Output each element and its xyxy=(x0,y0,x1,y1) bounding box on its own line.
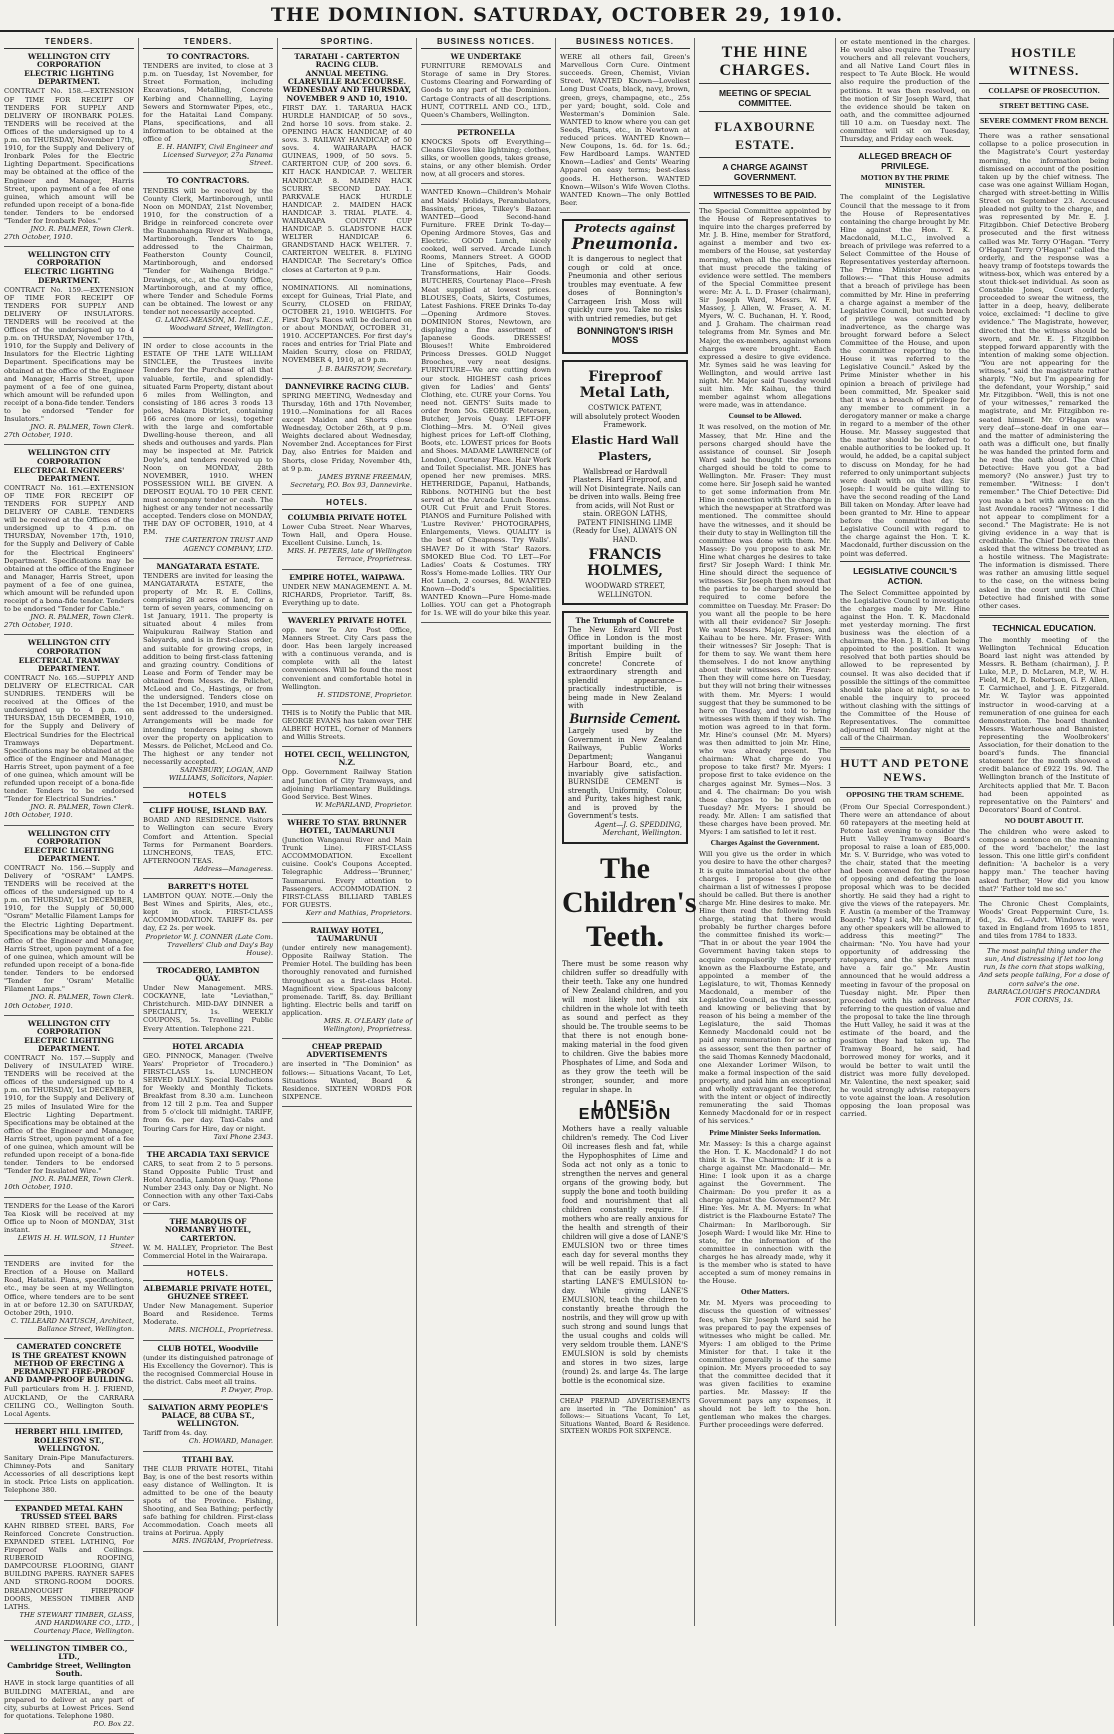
notice-subheading: ELECTRIC LIGHTING DEPARTMENT. xyxy=(24,845,114,863)
hotel-details: (Junction Wanganui River and Main Trunk Line). FIRST-CLASS ACCOMMODATION. Excellent cuisine. Cook's Coupons Accepted. Telegraphic Address—'Brunner,' Taumarunui. Every attention to Passengers. ACCOMMODATION. 2 FIRST-CLASS BILLIARD TABLES FOR GUESTS. xyxy=(282,836,412,909)
headline-2: TECHNICAL EDUCATION. xyxy=(992,622,1096,633)
ad-address: WOODWARD STREET, WELLINGTON. xyxy=(584,582,666,599)
notice-block xyxy=(4,1343,134,1418)
ad-brand: FRANCIS HOLMES, xyxy=(587,547,663,580)
notice-body: WANTED Known—Children's Mohair and Maids' Holidays, Perambulators, Bassinets, prices, Tilkey's Bazaar. WANTED—Good Second-hand Furniture. FREE Drink To-day—Opening Ardmore Stoves, Gas and Electric. GOOD Lunch, nicely cooked, well served. Arcade Lunch Rooms, Manners Street. A GOOD Line of Spitches, Pads, and Transformations, Hair Goods. BUTCHERS, Courtenay Place—Fresh Meat supplied at lowest prices. BLOUSES, Coats, Skirts, Costumes, Latest Fashions. FREE Drinks To-day—Opening Ardmore Stoves. DOMINION Stores, Newtown, are displaying a fine assortment of Japanese Goods. DRESSES! Blouses!! White Embroidered Princess Dresses. GOLD Nugget Brooches, very neat designs. FURNITURE—We are cutting down our stock. HIGHEST cash prices given for Ladies' and Gents' Clothing, etc. CURE your Corns. You need not. GENTS' Suits made to order from 50s. GEORGE Petersen, Butcher, Jervois Quay. LEFT-OFF Clothing—Mrs. M. O'Neil gives highest prices for Left-off Clothing, Boots, etc. LOWEST prices for Boots and Shoes. MADAME LAWRENCE (of London), Courtenay Place. Hair Work and Toilet Specialist. MR. JONES has opened her new premises. MRS. HETHERIDGE, Papanui, Hatbands, Ribbons. NOTHING but the best served at the Arcade Lunch Rooms. OUR Cut Fruit and Fruit Stores. PIANOS and Furniture Polished with 'Lustre Reviver.' PHOTOGRAPHS, Enlargements, Views. QUALITY is the best of Cheapness. Try Walls'. SHAVE? Do it with 'Star' Razors. SMOKED Blue Cod. TO LET—For Ladies' Coats & Costumes. TRY Ross's Home-made Lollies. TRY Our Hot Lunch, 2 courses, 8d. WANTED Known—Dodd's Specialities. WANTED Known—Pure Home-made Lollies. YOU can get a Photograph for 1s. WE will do your bike this year. xyxy=(421,188,551,618)
notice-body: TENDERS will be received by the County Clerk, Martinborough, until Noon on MONDAY, 21st November, 1910, for the construction of a Bridge in reinforced concrete over the Ruamahanga River at Waihenga, Martinborough. Tenders to be addressed to the Chairman, Featherston County Council, Martinborough, and endorsed "Tender for Waihenga Bridge." Drawings, etc., at the County Office, Martinborough, and at my office, where Tender and Schedule Forms can be obtained. The lowest or any tender not necessarily accepted. xyxy=(143,186,273,316)
notice-body: TENDERS for the Lease of the Karori Tea Kiosk will be received at my Office up to Noon of MONDAY, 31st instant. xyxy=(4,1201,134,1234)
notice-body: Full particulars from H. J. FRIEND, AUCKLAND, Or the CARRARA CEILING CO., Wellington South. Local Agents. xyxy=(4,1385,134,1418)
article-body: The Special Committee appointed by the House of Representatives to inquire into the charges preferred by Mr. J. B. Hine, member for Stratford, against a member and two ex-members of the House, sat yesterday morning, when all the preliminaries that must precede the taking of evidence were settled. The members of the Special Committee present were: Mr. A. L. D. Fraser (chairman), Sir Joseph Ward, Messrs. W. F. Massey, J. Allen, W. Fraser, A. M. Myers, W. C. Buchanan, H. Y. Rood, and J. Graham. The chairman read telegrams from Mr. Symes and Mr. Major, the ex-members, against whom charges were brought. Each expressed a desire to give evidence. Mr. Symes said he was leaving for Wellington, and would arrive last night. Mr. Major said Tuesday would suit him. Mr. Kaihau, the third member against whom allegations were made, was in attendance. xyxy=(699,207,831,410)
hotel-details: GEO. PINNOCK, Manager. (Twelve Years' Proprietor of Trocadero.) FIRST-CLASS 1s. LUNCHEON SERVED DAILY. Special Reductions for Weekly and Monthly Tickets. Breakfast from 8.30 a.m. Luncheon from 12 till 2 p.m. Tea and Supper from 5 o'clock till midnight. TARIFF, from 6s. per day. Taxi-Cabs and Touring Cars for Hire, day or night. xyxy=(143,1051,273,1133)
notice-signature: LEWIS H. H. WILSON, 11 Hunter Street. xyxy=(17,1233,134,1251)
notice-block xyxy=(143,1456,273,1546)
notice-block xyxy=(143,53,273,167)
column-business-1 xyxy=(417,38,556,1626)
section-head: Counsel to be Allowed. xyxy=(728,411,802,421)
hotel-proprietor: MRS. R. O'LEARY (late of Wellington), Proprietress. xyxy=(323,1017,412,1034)
hotel-details: THIS is to Notify the Public that MR. GEORGE EVANS has taken over THE ALBERT HOTEL, Corner of Manners and Willis Streets. xyxy=(282,708,412,742)
notice-signature: J. B. BAIRSTOW, Secretary. xyxy=(318,364,412,373)
article-body: The children who were asked to compose a sentence on the meaning of the word 'bachelor,' the last lesson. This one little girl's confident definition: 'A bachelor is a very happy man.' The teacher having asked further, 'How did you know that?' 'Father told me so.' xyxy=(979,827,1109,893)
subheadline-2: A CHARGE AGAINST GOVERNMENT. xyxy=(722,162,808,182)
hotel-name: CLUB HOTEL, Woodville xyxy=(157,1343,259,1353)
advert-corns: The most painful thing under the sun, And distressing if let too long run, Is the corn that stops walking, And sets people talking, For a dose of corn salve's the one. BARRACLOUGH'S PROCANDRA FOR CORNS, 1s. xyxy=(979,947,1109,1004)
notice-subheading: ELECTRICAL TRAMWAY DEPARTMENT. xyxy=(18,655,120,673)
column-header: BUSINESS NOTICES. xyxy=(560,38,690,49)
headline: THE HINE CHARGES. xyxy=(719,44,811,79)
notice-date: 10th October, 1910. xyxy=(4,1183,73,1192)
ad-body-2: Mothers have a really valuable children's remedy. The Cod Liver Oil increases flesh and fat, while the Hypophosphites of Lime and Soda act not only as a tonic to strengthen the nerves and general organs of the growing body, but supply the bone and tooth building food and nourishment that all children constantly require. If mothers who are really anxious for the health and strength of their children will give a dose of LANE'S EMULSION two or three times each day for several months they will be well repaid. This is a fact that can be easily proven by starting LANE'S EMULSION to-day. While giving LANE'S EMULSION, teach the children to constantly breathe through the nostrils, and they will grow up with such strong and sound lungs that the usual coughs and colds will very seldom trouble them. LANE'S EMULSION is sold by chemists and stores in two sizes, large (round) 2s. and large 4s. The large bottle is the economical size. xyxy=(562,1125,688,1386)
article-body: Mr. Massey: Is this a charge against the Hon. T. K. Macdonald? I do not think it is. The Chairman: If it is a charge against Mr. Macdonald— Mr. Hine: I look upon it as a charge against the Government. The Chairman: Do you prefer it as a charge against the Government? Mr. Hine: Yes. Mr. A. M. Myers: In what district is the Flaxbourne Estate? The Chairman: In Marlborough. Sir Joseph Ward: I would like Mr. Hine to state, for the information of the committee in connection with the charges he has already made, why it is the member who is stated to have accepted a sum of money remains in the House. xyxy=(699,1139,831,1286)
notice-body: KNOCKS Spots off Everything—Cleans Gloves like lightning; clothes, silks, or woollen goods, takes grease, stains, or any other blemish. Order now, at all grocers and stores. xyxy=(421,137,551,179)
subheadline: MOTION BY THE PRIME MINISTER. xyxy=(860,173,950,191)
notice-heading: WE UNDERTAKE xyxy=(450,52,522,62)
notice-body: FURNITURE REMOVALS and Storage of same in Dry Stores. Customs Clearing and Forwarding of Goods to any part of the Dominion. Cartage Contracts of all descriptions. HUNT, COTTRELL AND CO., LTD., Queen's Chambers, Wellington. xyxy=(421,62,551,119)
hotel-details: Under New Management. MRS. COCKAYNE, late "Leviathan," Christchurch. MID-DAY DINNER a SPECIALITY, 1s. WEEKLY COUPONS, 5s. Travelling Public Every Attention. Telephone 221. xyxy=(143,984,273,1033)
hotels-header-2: HOTELS. xyxy=(143,1270,273,1281)
subheadline: MEETING OF SPECIAL COMMITTEE. xyxy=(718,88,812,108)
notice-block xyxy=(421,188,551,617)
paper-name: THE DOMINION. xyxy=(270,4,466,26)
business-list xyxy=(560,53,690,213)
column-tenders-1 xyxy=(0,37,139,1728)
notice-block xyxy=(4,1260,134,1333)
notice-subheading: Cambridge Street, Wellington South. xyxy=(7,1661,131,1679)
ad-brand: BONNINGTON'S IRISH MOSS xyxy=(577,326,673,345)
ad-brand: LANE'S EMULSION xyxy=(578,1097,672,1123)
notice-block xyxy=(143,1151,273,1209)
column-sporting xyxy=(278,38,417,1626)
hotel-name: TITAHI BAY. xyxy=(182,1454,234,1464)
notice-heading: DANNEVIRKE RACING CLUB. xyxy=(284,381,410,391)
subheadline: COLLAPSE OF PROSECUTION. xyxy=(988,86,1100,95)
headline-3: HUTT AND PETONE NEWS. xyxy=(840,756,970,785)
notice-heading: WELLINGTON TIMBER CO., LTD., xyxy=(10,1644,128,1662)
notice-date: 27th October, 1910. xyxy=(4,431,73,440)
headline-2: FLAXBOURNE ESTATE. xyxy=(714,119,816,152)
notice-block xyxy=(143,1285,273,1335)
notice-body: CONTRACT No. 159.—EXTENSION OF TIME FOR RECEIPT OF TENDERS FOR SUPPLY AND DELIVERY OF INSULATORS. TENDERS will be received at the Offices of the undersigned up to 4 p.m. on THURSDAY, November 17th, 1910, for the Supply and Delivery of Insulators for the Electric Lighting Department. Specifications may be obtained at the office of the Engineer and Manager, Harris Street, upon payment of a fee of one guinea, which amount will be refunded upon receipt of a bona-fide tender. Tenders to be endorsed "Tender for Insulators." xyxy=(4,285,134,424)
notice-block xyxy=(421,53,551,119)
hotel-list xyxy=(143,807,273,1266)
notice-block xyxy=(560,53,690,207)
notice-body: SPRING MEETING, Wednesday and Thursday, 16th and 17th November, 1910.—Nominations for all Races except Maiden and Shorts close Wednesday, October 26th, at 9 p.m. Weights declared about Wednesday, November 2nd. Acceptances for First Day, also Entries for Maiden and Shorts, close Friday, November 4th, at 9 p.m. xyxy=(282,391,412,473)
ad-body-2: Largely used by the Government in New Zealand Railways, Public Works Department; Wanganui Harbour Board, etc., and invariably give satisfaction. BURNSIDE CEMENT is strength, Uniformity, Colour, and Purity, takes highest rank, and is proved by the Government's tests. xyxy=(568,727,682,821)
hotel-list-2 xyxy=(143,1285,273,1552)
hotel-proprietor: Kerr and Mathias, Proprietors. xyxy=(305,908,412,917)
tender-list xyxy=(4,53,134,1734)
notice-block xyxy=(282,284,412,373)
notice-heading: PETRONELLA xyxy=(457,127,515,137)
notice-date: 10th October, 1910. xyxy=(4,1001,73,1010)
notice-body: TENDERS are invited for the Erection of a House on Mallard Road, Hataitai. Plans, specifications, etc., may be seen at my Wellington Office, where tenders are to be sent in at or before 12.30 on SATURDAY, October 29th, 1910. xyxy=(4,1260,134,1317)
notice-signature: JNO. R. PALMER, Town Clerk. xyxy=(30,423,134,432)
hotel-name: HOTEL CECIL, WELLINGTON, N.Z. xyxy=(284,750,410,768)
column-hine-charges xyxy=(695,38,836,1626)
hotel-proprietor: Proprietor W. J. CONNER (Late Com. Travellers' Club and Day's Bay House). xyxy=(145,932,273,957)
notice-block xyxy=(282,819,412,917)
notice-body: HAVE in stock large quantities of all BUILDING MATERIAL, and are prepared to deliver at any part of city, suburbs at Lowest Prices. Send for quotations. Telephone 1980. xyxy=(4,1679,134,1720)
notice-heading: TARATAHI - CARTERTON RACING CLUB. xyxy=(294,52,400,70)
hotel-details: (under entirely new management). Opposite Railway Station. The Premier Hotel. The building has been thoroughly renovated and furnished throughout as a first-class Hotel. Magnificent view. Spacious balcony promenade. Tariff, 8s. day. Brilliant lighting. Electric bells and tariff on application. xyxy=(282,944,412,1017)
notice-block xyxy=(282,1043,412,1101)
notice-signature: JNO. R. PALMER, Town Clerk. xyxy=(30,613,134,622)
notice-signature: JNO. R. PALMER, Town Clerk. xyxy=(30,1175,134,1184)
hotel-proprietor: MRS. INGRAM, Proprietress. xyxy=(171,1537,273,1546)
notice-block xyxy=(143,342,273,552)
notice-block xyxy=(143,1218,273,1259)
hotel-name: HOTEL ARCADIA xyxy=(172,1041,244,1051)
notice-subheading: ELECTRIC LIGHTING DEPARTMENT. xyxy=(24,1035,114,1053)
article-body: The complaint of the Legislative Council that the message to it from the House of Representatives containing the charge brought by Mr. Hine against the Hon. T. K. Macdonald, M.L.C., involved a breach of privilege was referred to a Select Committee of the House of Representatives yesterday afternoon. The Prime Minister moved as follows:— "That this House admits that a breach of privilege has been committed by Mr. Hine in preferring a charge against a member of the Legislative Council, but such breach of privilege was committed by inadvertence, as the charge was brought forward before a Select Committee of the House, and upon the committee reporting to the House it was referred to the Legislative Council." Asked by the Prime Minister whether in his opinion a breach of privilege had been committed, Mr. Speaker said that it was a breach of privilege for any member to comment in a derogatory manner or make a charge in regard to a member of the other House. Mr. Massey suggested that the matter should be deferred to enable authorities to be looked up. It would, he added, be a capital subject to discuss on Monday, for he had referred to only unimportant subjects were dealt with on that day. Sir Joseph: I would be quite willing to have the second reading of the Land Bill taken on Monday. After leave had been granted to Mr. Hine to appear before the committee of the Legislative Council with regard to the charge against the Hon. T. K. Macdonald, further discussion on the point was deferred. xyxy=(840,193,970,558)
notice-block xyxy=(143,967,273,1033)
hotel-name: BARRETT'S HOTEL xyxy=(167,882,249,891)
notice-body: IN order to close accounts in the ESTATE OF THE LATE WILLIAM SINCLEE, the Trustees invite Tenders for the Purchase of all that valuable, fertile, and splendidly-situated Farm Property, distant about 6 miles from Wellington, and consisting of 186 acres 3 roods 13 poles, Makara District, containing 166 acres (more or less), together with the large and comfortable Dwelling-house thereon, and all sheds and outhouses and yards. Plan may be inspected at Mr. Patrick Doyle's, and tenders received up to Noon on MONDAY, 28th NOVEMBER, 1910. WHEN POSSESSION WILL BE GIVEN. A DEPOSIT EQUAL TO 10 PER CENT. must accompany tender or cash. The highest or any tender not necessarily accepted. Tenders close on MONDAY, THE DAY OF OCTOBER, 1910, at 4 P.M. xyxy=(143,342,273,537)
notice-body: CONTRACT No. 161.—EXTENSION OF TIME FOR RECEIPT OF TENDERS FOR SUPPLY AND DELIVERY OF CABLE. TENDERS will be received at the Offices of the undersigned up to 4 p.m. on THURSDAY, November 17th, 1910, for the Supply and Delivery of Cable for the Electrical Engineers' Department. Specifications may be obtained at the office of the Engineer and Manager, Harris Street, upon payment of a fee of one guinea, which amount will be refunded upon receipt of a bona-fide tender. Tenders to be endorsed "Tender for Cable." xyxy=(4,483,134,614)
notice-heading: MANGATARATA ESTATE. xyxy=(156,561,260,571)
hotels-header: HOTELS xyxy=(143,792,273,803)
notice-block xyxy=(282,574,412,607)
notice-heading: WELLINGTON CITY CORPORATION xyxy=(27,638,111,656)
masthead xyxy=(0,0,1114,32)
article-body: Will you give us the order in which you desire to have the other charges? It is quite immaterial about the other charges. I propose to give the chairman a list of witnesses I propose should be called. But there is another charge Mr. Hine desires to make. Mr. Hine then read the following fresh charge, stating that there would probably be further charges before the committee finished its work:— "That in or about the year 1904 the Government having taken steps to acquire compulsorily the property known as the Flaxbourne Estate, and appointed a member of the Legislature, to wit, Thomas Kennedy Macdonald, a member of the Legislative Council, as their assessor, and knowing or believing that by reason of his being a member of the Legislature, the said Thomas Kennedy Macdonald could not be paid any remuneration for so acting as assessor, sent the then partner of the said Thomas Kennedy Macdonald, one Alexander Lorimer Wilson, to make a formal inspection of the said property, and paid him an exceptional and wholly extravagant fee therefor, with the intent or object of indirectly remunerating the said Thomas Kennedy Macdonald for or in respect of his services." xyxy=(699,850,831,1126)
notice-block xyxy=(143,883,273,957)
notice-heading: HERBERT HILL LIMITED, xyxy=(14,1426,124,1436)
section-head: Prime Minister Seeks Information. xyxy=(709,1127,821,1137)
notice-heading: EXPANDED METAL KAHN TRUSSED STEEL BARS xyxy=(15,1503,123,1521)
footer-notes: The Chronic Chest Complaints, Woods' Great Peppermint Cure, 1s. 6d., 2s. 6d.—Advt. Windows were taxed in England from 1695 to 1851, and tiles from 1784 to 1833. xyxy=(979,899,1109,941)
hotel-details: BOARD AND RESIDENCE. Visitors to Wellington can secure Every Comfort and Attention. Special Terms for Permanent Boarders. LUNCHEONS, TEAS, ETC. AFTERNOON TEAS. xyxy=(143,816,273,865)
notice-block xyxy=(282,383,412,489)
ad-brand: Burnside Cement. xyxy=(569,710,681,727)
notice-body: WERE all others fail, Green's Marvellous Corn Cure. Ointment succeeds. Green, Chemist, Vivian Street. WANTED Known—Loveliest Long Dust Coats, black, navy, brown, green, greys, champagne, etc., 25s per yard; bought, sold. Cole and Westerman's Dominion Sale. WANTED to know where you can get Seeds, Plants, etc., in Newtown at reduced prices. WANTED Known—New Coupons, 1s. 6d. for 1s. 6d.; Few Hardboard Lamps. WANTED Known—Ladies' and Gents' Wearing Apparel on easy terms; best-class goods. H. Hetherson. WANTED Known—Wilson's Wife Woven Cloths. WANTED Known—The only Bottled Beer. xyxy=(560,53,690,207)
headline: HOSTILE WITNESS. xyxy=(1008,45,1080,78)
notice-block xyxy=(4,1428,134,1495)
hotel-details: THE CLUB PRIVATE HOTEL, Titahi Bay, is one of the best resorts within easy distance of Wellington. It is admitted to be one of the beauty spots of the Province. Fishing, Shooting, and Sea Bathing; perfectly safe bathing for children. First-class Accommodation. Coach meets all trains at Porirua. Apply xyxy=(143,1464,273,1538)
notice-heading: WELLINGTON CITY CORPORATION xyxy=(27,250,111,268)
subheadline-3: WITNESSES TO BE PAID. xyxy=(713,190,817,200)
ad-headline: The Children's Teeth. xyxy=(562,851,697,953)
notice-signature: THE CARTERTON TRUST AND AGENCY COMPANY, LTD. xyxy=(164,536,273,553)
ad-body: The New Edward VII Post Office in London is the most important building in the British Empire built of concrete! Concrete of extraordinary strength and splendid appearance—practically indestructible, is being made in New Zealand with xyxy=(568,625,682,711)
hotel-name: WAVERLEY PRIVATE HOTEL xyxy=(287,615,407,625)
notice-subheading: ELECTRIC LIGHTING DEPARTMENT. xyxy=(24,267,114,285)
hotel-name: COLUMBIA PRIVATE HOTEL xyxy=(287,512,407,522)
notice-block xyxy=(143,807,273,873)
section-head: Charges Against the Government. xyxy=(710,838,820,848)
subheadline-2: OPPOSING THE TRAM SCHEME. xyxy=(846,790,964,800)
hotel-name: ALBEMARLE PRIVATE HOTEL, GHUZNEE STREET. xyxy=(144,1283,272,1302)
hotel-details: are inserted in "The Dominion" as follows:— Situations Vacant, To Let, Situations Wanted, Board & Residence. SIXTEEN WORDS FOR SIXPENCE. xyxy=(282,1060,412,1101)
column-tenders-2 xyxy=(139,38,278,1626)
advert-childrens-teeth xyxy=(562,851,697,1386)
notice-signature: SAINSBURY, LOGAN, AND WILLIAMS, Solicitors, Napier. xyxy=(168,765,273,783)
notice-block xyxy=(143,1404,273,1445)
notice-signature: JNO. R. PALMER, Town Clerk. xyxy=(30,225,134,234)
notice-block xyxy=(282,53,412,274)
column-header: BUSINESS NOTICES. xyxy=(421,38,551,49)
notice-body: FIRST DAY. 1. TARARUA HACK HURDLE HANDICAP, of 50 sovs., 2nd horse 10 sovs. from stake. 2. OPENING HACK HANDICAP, of 40 sovs. 3. RAILWAY HANDICAP, of 50 sovs. 4. WAIRARAPA HACK GUINEAS, 1909, of 50 sovs. 5. CARTERTON CUP, of 200 sovs. 6. KIT HACK HANDICAP. 7. WELTER HANDICAP. 8. MAIDEN HACK SCURRY. SECOND DAY. 1. PARKVALE HACK HURDLE HANDICAP. 2. MAIDEN HACK HANDICAP. 3. TRIAL PLATE. 4. WAIRARAPA COUNTY CUP HANDICAP. 5. GLADSTONE HACK WELTER HANDICAP. 6. GRANDSTAND HACK WELTER. 7. CARTERTON WELTER. 8. FLYING HANDICAP. The Secretary's Office closes at Carterton at 9 p.m. xyxy=(282,103,412,274)
hotel-name: THE ARCADIA TAXI SERVICE xyxy=(146,1149,270,1159)
hotel-list xyxy=(282,514,412,1107)
notice-block xyxy=(282,751,412,809)
notice-body: CONTRACT No. 165.—SUPPLY AND DELIVERY OF ELECTRICAL CAR SUNDRIES. TENDERS will be received at the Offices of the undersigned up to 4 p.m. on THURSDAY, 15th DECEMBER, 1910, for the Supply and Delivery of Electrical Sundries for the Electrical Tramways Department. Specifications may be obtained at the office of the Engineer and Manager, Harris Street, upon payment of a fee of one guinea, which amount will be refunded upon receipt of a bona-fide tender. Tenders to be endorsed "Tender for Electrical Sundries." xyxy=(4,673,134,804)
notice-block xyxy=(421,129,551,179)
ad-headline-2: Elastic Hard Wall Plasters, xyxy=(571,433,679,463)
hotel-details: UNDER NEW MANAGEMENT. A. M. RICHARDS, Proprietor. Tariff, 8s. Everything up to date. xyxy=(282,582,412,607)
hotels-header: HOTELS. xyxy=(282,499,412,510)
hotel-name: RAILWAY HOTEL, TAUMARUNUI xyxy=(310,926,384,944)
ad-headline: Pneumonia. xyxy=(571,234,679,254)
notice-signature: JNO. R. PALMER, Town Clerk. xyxy=(30,993,134,1002)
notice-body: TENDERS are invited, to close at 3 p.m. on Tuesday, 1st November, for Street Formation, including Excavations, Metalling, Concrete Kerbing and Channelling, Laying Sewers and Stormwater Pipes, etc., for the Hataitai Land Company. Plans, specifications, and all information to be obtained at the office of xyxy=(143,62,273,144)
notice-block xyxy=(282,709,412,741)
notice-signature: JNO. R. PALMER, Town Clerk. xyxy=(30,803,134,812)
hotel-proprietor: H. STIDSTONE, Proprietor. xyxy=(317,690,412,699)
headline: ALLEGED BREACH OF PRIVILEGE. xyxy=(858,151,952,172)
notice-subheading: ROLLESTON ST., WELLINGTON. xyxy=(33,1435,105,1453)
hotel-details: (under its distinguished patronage of His Excellency the Governor). This is the recognised Commercial House in the district. Cabs meet all trains. xyxy=(143,1353,273,1386)
hotel-details: opp. new Te Aro Post Office, Manners Street. City Cars pass the door. Has been largely increased with a continuous veranda, and is complete with all the latest conveniences. Will be found the most convenient and comfortable hotel in Wellington. xyxy=(282,626,412,691)
hotel-details: Lower Cuba Street. Near Wharves, Town Hall, and Opera House. Excellent Cuisine. Lunch, 1s. xyxy=(282,523,412,548)
advert-fireproof xyxy=(562,360,688,605)
article-body: It was resolved, on the motion of Mr. Massey, that Mr. Hine and the persons charged should have the assistance of counsel. Sir Joseph Ward said he thought the persons charged should be told to come to Wellington. Mr. Fraser: They must come here. Sir Joseph said he wanted to get some information from Mr. Hine in connection with the charge in which the newspaper at Stratford was mentioned. The committee should have the witnesses, and it should be their duty to stay in Wellington till the committee was done with them. Mr. Massey: Do you propose to ask Mr. Hine what charges he desires to take first? Sir Joseph Ward: I think Mr. Hine should direct the sequence of witnesses. Sir Joseph then moved that the parties to be charged should be required to come before the committee on Tuesday. Mr. Fraser: Do you want all the people to be here with all their evidence? Sir Joseph: We want Messrs. Major, Symes, and Kaihau to be here. Mr. Fraser: With their witnesses? Sir Joseph: That is for them to say. We want them here themselves. I do not know anything about their witnesses. Mr. Fraser: Then they will come here on Tuesday, but they will not bring their witnesses with them. Mr. Myers: I would suggest that they be summoned to be here on Tuesday, and told to bring witnesses with them if they wish. The motion was agreed to in that form. Mr. Hine's counsel (Mr. M. Myers) was then admitted to join Mr. Hine, who was already present. The chairman: What charge do you propose to take first? Mr. Myers: I propose first to take evidence on the charges against Mr. Symes—Nos. 3 and 4. The chairman: Do you wish these charges to be proved on Tuesday? Mr. Myers: I should be ready. Mr. Allen: I am satisfied that these charges have been proved. Mr. Myers: I am satisfied to let it rest. xyxy=(699,423,831,837)
article-body: (From Our Special Correspondent.) There were an attendance of about 60 ratepayers at the meeting held at Petone last evening to consider the Hutt Valley Tramway Board's proposal to raise a loan of £85,000. Mr. S. V. Burridge, who was voted to the chair, stated that the meeting had been convened for the purpose of opposing and defeating the loan proposal which was to be decided shortly. He said they had a right to give the views of the ratepayers. Mr. F. Austin (a member of the Tramway Board): "May I ask, Mr. Chairman, if any other speakers will be allowed to address this meeting?" The chairman: "No. You have had your opportunity of addressing the ratepayers, and the speakers must have a fair go." Mr. Austin announced that he would address a meeting in favour of the proposal on Tuesday night. Mr. Piper then proceeded with his address. After referring to the question of value and the proposal to take the line through the Hutt Valley, he said it was at the estimate of the board, and the position they had taken up. The Tramway Board, he said, had borrowed money for works, and it would be better to wait until the district was more fully developed. Mr. Valentine, the next speaker, said he would strongly advise ratepayers to vote against the loan. A resolution opposing the loan proposal was carried. xyxy=(840,802,970,1119)
subheadline-3: SEVERE COMMENT FROM BENCH. xyxy=(980,116,1108,126)
notice-body: TENDERS are invited for leasing the MANGATARATA ESTATE, the property of Mr. R. E. Collins, comprising 28 acres of land, for a term of seven years, commencing on 1st January, 1911. The property is situated about 4 miles from Waipukurau Railway Station and Saleyards, and is in first-class order, and suitable for growing crops, in addition to being first-class fattening and grazing country. Conditions of Lease and Form of Tender may be obtained from Messrs. de Pelichet, McLeod and Co., Hastings, or from the undersigned. Tenders close on the 1st December, 1910, and must be sent addressed to the undersigned. Arrangements will be made for intending tenderers being shown over the property on application to Messrs. de Pelichet, McLeod and Co. The highest or any tender not necessarily accepted. xyxy=(143,571,273,766)
notice-block xyxy=(4,1202,134,1251)
notice-body: CONTRACT No. 158.—EXTENSION OF TIME FOR RECEIPT OF TENDERS FOR SUPPLY AND DELIVERY OF IRONBARK POLES. TENDERS will be received at the Offices of the undersigned up to 4 p.m. on THURSDAY, November 17th, 1910, for the Supply and Delivery of Ironbark Poles for the Electric Lighting Department. Specifications may be obtained at the office of the Engineer and Manager, Harris Street, upon payment of a fee of one guinea, which amount will be refunded upon receipt of a bona-fide tender. Tenders to be endorsed "Tender for Ironbark Poles." xyxy=(4,87,134,225)
ad-body-2: Wallsbread or Hardwall Plasters. Hard Fireproof, and will Not Disintegrate. Nails can be driven into walls. Being free from acids, will Not Rust or stain. OREGON LATHS, PATENT FINISHING LIME (Ready for Use), ALWAYS ON HAND. xyxy=(568,467,682,544)
notice-subheading: ANNUAL MEETING. CLAREVILLE RACECOURSE. WEDNESDAY AND THURSDAY, NOVEMBER 9 AND 10, 1910. xyxy=(282,69,412,103)
tender-list xyxy=(143,53,273,788)
hotel-name: CLIFF HOUSE, ISLAND BAY. xyxy=(149,806,267,816)
notice-block xyxy=(143,563,273,783)
article-body: The monthly meeting of the Wellington Technical Education Board last night was attended by Messrs. R. Betham (chairman), J. P. Luke, M.P., D. McLaren, M.P., W. H. Field, M.P., D. Robertson, G. F. Allen, T. Carmichael, and J. E. Fitzgerald. Mr. W. Taylor was appointed instructor in wood-carving at a remuneration of one guinea for each demonstration. The board thanked Messrs. Waterhouse and Bannister, representing the Woolbrokers' Association, for their donation to the board's funds. The financial statement for the month showed a credit balance of £922 19s. 9d. The Wellington branch of the Institute of Architects applied that Mr. T. Bacon had been appointed as representative on the Painters' and Decorators' Board of Control. xyxy=(979,635,1109,814)
notice-block xyxy=(282,617,412,699)
notice-block xyxy=(143,1345,273,1395)
notice-date: 27th October, 1910. xyxy=(4,621,73,630)
hotel-proprietor: MRS. NICHOLL, Proprietress. xyxy=(168,1326,273,1335)
hotel-name: THE MARQUIS OF NORMANBY HOTEL, CARTERTON. xyxy=(164,1217,252,1243)
notice-block xyxy=(143,177,273,332)
hotel-proprietor: Ch. HOWARD, Manager. xyxy=(188,1437,273,1446)
article-body: Mr. M. Myers was proceeding to discuss the question of witnesses' fees, when Sir Joseph Ward said he was prepared to pay the expenses of witnesses who might be called. Mr. Myers: I am obliged to the Prime Minister for that. I take it the committee generally is of the same opinion. Mr. Myers proceeded to say that the committee decided that it was given facilities to examine parties. Mr. Massey: If the Government pays any expenses, it should not be left to the hon. gentleman who makes the charges. Further proceedings were deferred. xyxy=(699,1299,831,1429)
hotel-details: W. M. HALLEY, Proprietor. The Best Commercial Hotel in the Wairarapa. xyxy=(143,1243,273,1260)
subheadline-2: STREET BETTING CASE. xyxy=(999,101,1089,111)
ad-sub: COSTWICK PATENT, xyxy=(588,404,662,413)
notice-block xyxy=(4,1020,134,1192)
ad-body: will absolutely protect Wooden Framework. xyxy=(570,412,680,430)
section-head: Other Matters. xyxy=(740,1287,790,1297)
notice-date: 27th October, 1910. xyxy=(4,233,73,242)
issue-date: SATURDAY, OCTOBER 29, 1910. xyxy=(473,4,844,26)
notice-block xyxy=(4,1645,134,1728)
notice-signature: G. LAING-MEASON, M. Inst. C.E., Woodward Street, Wellington. xyxy=(155,316,273,333)
ad-headline: Fireproof Metal Lath, xyxy=(579,369,671,402)
notice-body: NOMINATIONS. All nominations, except for Guineas, Trial Plate, and Scurry, CLOSED on FRIDAY, OCTOBER 21, 1910. WEIGHTS. For First Day's Races will be declared on or about MONDAY, OCTOBER 31, 1910. ACCEPTANCES. For first day's races and entries for Trial Plate and Maiden Scurry, close on FRIDAY, NOVEMBER 4, 1910, at 9 p.m. xyxy=(282,283,412,365)
hotel-details: LAMBTON QUAY. NOTE.—Only the Best Wines and Spirits, Ales, etc., kept in stock. FIRST-CLASS ACCOMMODATION. TARIFF 8s. per day, £2 2s. per week. xyxy=(143,892,273,933)
hotel-details: Opp. Government Railway Station and Junction of City Tramways, and adjoining Parliamentary Buildings. Good Service. Best Wines. xyxy=(282,768,412,801)
hotel-details: CARS, to seat from 2 to 5 persons. Stand Opposite Public Trust and Hotel Arcadia, Lambton Quay. 'Phone Number 2343 only. Day or Night. No Connection with any other Taxi-Cabs or Cars. xyxy=(143,1159,273,1209)
hotel-name: TROCADERO, LAMBTON QUAY. xyxy=(156,965,260,983)
article-continued: or estate mentioned in the charges. He would also require the Treasury vouchers and all relevant vouchers, and all Native Land Court files in respect to Te Aute Block. He would also require the production of the petitions. It was then resolved, on the motion of Sir Joseph Ward, that the evidence should be taken on oath, and the committee adjourned till 10 a.m. on Tuesday next. The committee will sit on Tuesday, Thursday, and Friday each week. xyxy=(840,38,970,144)
notice-signature: C. TILLEARD NATUSCH, Architect, Ballance Street, Wellington. xyxy=(11,1316,134,1333)
notice-heading: WELLINGTON CITY CORPORATION xyxy=(27,1018,111,1036)
article-body: There was a rather sensational collapse to a police prosecution in the Magistrate's Court yesterday morning, the information being dismissed on account of the position taken up by the chief witness. The case was one against William Hogan, charged with street-betting in Willis Street on September 23. Accused pleaded not guilty to the charge, and was represented by Mr. E. J. Fitzgibbon. Chief Detective Broberg prosecuted and the first witness called was Mr. Terry O'Hagan. "Terry O'Hagan! Terry O'Hagan!" called the orderly, and the response was a heavy tramp of footsteps towards the witness-box, which was entered by a stout thick-set individual. As soon as Constable Jones, Court orderly, proceeded to swear the witness, the latter in a deep, heavy, deliberate voice, exclaimed: "I decline to give evidence." The Magistrate, however, directed that the witness should be sworn, and Mr. E. J. Fitzgibbon stepped forward apparently with the intention of making some objection. "You are not appearing for the witness," said the magistrate rather sharply. "No, but I'm appearing for the defendant, your Worship," said Mr. Fitzgibbon. "Well, this is not one of your witnesses," remarked the magistrate, and Mr. Fitzgibbon re-seated himself. Mr. O'Hagan was very deaf—stone-deaf in one ear—and the matter of administering the oath was a difficult one, but finally he was handed the printed form and he read the oath aloud. The Chief Detective: Have you got a bad memory? (No answer.) Just try to remember. "Witness: I don't remember." The Chief Detective: Did you make a bet with anyone on the last Avondale races? "Witness: I did not appear to compliment for a second." The Magistrate: He is not giving evidence in a way that is creditable. The Chief Detective then asked that the witness be treated as a hostile witness. The Magistrate: The information is dismissed. There was rather an amusing little sequel to the case, on the witness being asked in the court until the Chief Detective had finished with some other cases. xyxy=(979,132,1109,610)
hotel-name: SALVATION ARMY PEOPLE'S PALACE, 88 CUBA ST., WELLINGTON. xyxy=(147,1403,269,1429)
notice-heading: CAMERATED CONCRETE xyxy=(16,1341,122,1351)
advert-pneumonia xyxy=(562,219,688,355)
notice-block xyxy=(143,1043,273,1141)
hotel-name: CHEAP PREPAID ADVERTISEMENTS xyxy=(306,1042,388,1060)
ad-line: Protects against xyxy=(574,221,676,235)
prepaid-notice: CHEAP PREPAID ADVERTISEMENTS are inserted in "The Dominion" as follows:— Situations Vacant, To Let, Situations Wanted, Board & Residence. SIXTEEN WORDS FOR SIXPENCE. xyxy=(560,1398,690,1436)
notice-heading: WELLINGTON CITY CORPORATION xyxy=(27,828,111,846)
notice-block xyxy=(4,1505,134,1636)
hotel-proprietor: P. Dwyer, Prop. xyxy=(221,1385,273,1394)
notice-body: KAHN RIBBED STEEL BARS, For Reinforced Concrete Construction. EXPANDED STEEL LATHING, For Fireproof Walls and Ceilings. RUBEROID ROOFING, DAMPCOURSE FLOORING, GIANT BUILDING PAPERS. RAYNER SAFES AND STRONG-ROOM DOORS. DREADNOUGHT FIREPROOF DOORS, MESSON TIMBER AND LATHS. xyxy=(4,1521,134,1611)
notice-body: CONTRACT No. 156.—Supply and Delivery of "OSRAM" LAMPS. TENDERS will be received at the offices of the undersigned up to 4 p.m. on THURSDAY, 1st DECEMBER, 1910, for the Supply of 50,000 "Osram" Metallic Filament Lamps for the Electric Lighting Department. Specifications may be obtained at the office of the Engineer and Manager, Harris Street, upon payment of a fee of one guinea, which amount will be refunded upon receipt of a bona-fide tender. Tenders to be endorsed "Tender for 'Osram' Metallic Filament Lamps." xyxy=(4,863,134,994)
notice-signature: P.O. Box 22. xyxy=(93,1719,134,1728)
article-body: The Select Committee appointed by the Legislative Council to investigate the charges made by Mr. Hine against the Hon. T. K. Macdonald met yesterday morning. The first business was the election of a chairman, the Hon. J. B. Callan being appointed to the position. It was resolved that both parties should be allowed to be represented by counsel. It was also decided that if possible the sittings of the committee should take place at night, so as to enable the inquiry to proceed without clashing with the sittings of the Committee of the House of Representatives. The committee adjourned till Monday night at the call of the Chairman. xyxy=(840,588,970,743)
hotel-proprietor: Address—Manageress. xyxy=(194,864,273,873)
notice-block xyxy=(4,830,134,1010)
notice-heading: TO CONTRACTORS. xyxy=(166,52,250,62)
notice-subheading: ELECTRICAL ENGINEERS' DEPARTMENT. xyxy=(13,465,125,483)
sporting-list xyxy=(282,53,412,495)
ad-left: The Triumph of Concrete xyxy=(575,616,675,626)
hotel-proprietor: Taxi Phone 2343. xyxy=(213,1132,273,1141)
column-business-2 xyxy=(556,38,695,1626)
notice-body: Sanitary Drain-Pipe Manufacturers. Chimney-Pots and Sanitary Accessories of all descriptions kept in stock. Price Lists on application. Telephone 380. xyxy=(4,1454,134,1495)
section-head: NO DOUBT ABOUT IT. xyxy=(1004,815,1084,825)
ad-agent: Agent—J. G. SPEDDING, Merchant, Wellington. xyxy=(595,820,682,838)
hotel-proprietor: MRS. H. PETERS, late of Wellington Terrace, Proprietress. xyxy=(287,547,412,564)
ad-body: There must be some reason why children suffer so dreadfully with their teeth. Take any one hundred of New Zealand children, and you will most likely not find six children in the whole lot with teeth as sound and perfect as they should be. The trouble seems to be that there is not enough bone-making material in the food given to children. Give the babies more Phosphates of Lime, and Soda and as they grow the teeth will be stronger, sounder, and more regular in shape. In xyxy=(562,959,688,1094)
hotel-name: WHERE TO STAY. BRUNNER HOTEL, TAUMARUNUI xyxy=(287,817,407,835)
column-header: TENDERS. xyxy=(4,38,134,49)
notice-body: CONTRACT No. 157.—Supply and Delivery of INSULATED WIRE. TENDERS will be received at the offices of the undersigned up to 4 p.m. on THURSDAY, 1st DECEMBER, 1910, for the Supply and Delivery of 25 miles of Insulated Wire for the Electric Lighting Department. Specifications may be obtained at the office of the Engineer and Manager, Harris Street, upon payment of a fee of one guinea, which amount will be refunded upon receipt of a bona-fide tender. Tenders to be endorsed "Tender for Insulated Wire." xyxy=(4,1053,134,1176)
hotel-details: Under New Management. Superior Board and Residence. Terms Moderate. xyxy=(143,1302,273,1327)
headline-2: LEGISLATIVE COUNCIL'S ACTION. xyxy=(853,565,957,586)
notice-block xyxy=(4,449,134,629)
column-header: SPORTING. xyxy=(282,38,412,49)
notice-signature: E. H. HANIFY, Civil Engineer and Licensed Surveyor, 27a Panama Street. xyxy=(157,143,273,168)
column-hostile-witness xyxy=(975,38,1114,1626)
ad-body: It is dangerous to neglect that cough or cold at once. Pneumonia and other serious troubles may eventuate. A few doses of Bonnington's Carrageen Irish Moss will quickly cure you. Take no risks with untried remedies, but get xyxy=(568,255,682,323)
hotel-name: EMPIRE HOTEL, WAIPAWA. xyxy=(289,572,405,582)
notice-block xyxy=(282,927,412,1033)
notice-block xyxy=(4,53,134,241)
notice-block xyxy=(4,639,134,819)
advert-burnside xyxy=(562,611,688,844)
hotel-details: Tariff from 4s. day. xyxy=(143,1429,208,1438)
notice-block xyxy=(4,251,134,439)
column-privilege xyxy=(836,38,975,1626)
notice-date: 10th October, 1910. xyxy=(4,811,73,820)
notice-heading: WELLINGTON CITY CORPORATION xyxy=(27,448,111,466)
hotel-proprietor: W. McPARLAND, Proprietor. xyxy=(315,800,412,809)
column-header: TENDERS. xyxy=(143,38,273,49)
notice-heading: WELLINGTON CITY CORPORATION xyxy=(27,52,111,70)
notice-subheading: ELECTRIC LIGHTING DEPARTMENT. xyxy=(24,69,114,87)
business-list xyxy=(421,53,551,623)
notice-block xyxy=(282,514,412,564)
notice-subheading: IS THE GREATEST KNOWN METHOD OF ERECTING A PERMANENT FIRE-PROOF AND DAMP-PROOF BUILDING. xyxy=(4,1351,134,1385)
notice-heading: TO CONTRACTORS. xyxy=(166,176,250,186)
notice-signature: JAMES BYRNE FREEMAN, Secretary, P.O. Box 93, Dannevirke. xyxy=(290,472,412,489)
notice-signature: THE STEWART TIMBER, GLASS, AND HARDWARE CO., LTD., Courtenay Place, Wellington. xyxy=(19,1610,134,1635)
newspaper-title xyxy=(0,4,1114,26)
